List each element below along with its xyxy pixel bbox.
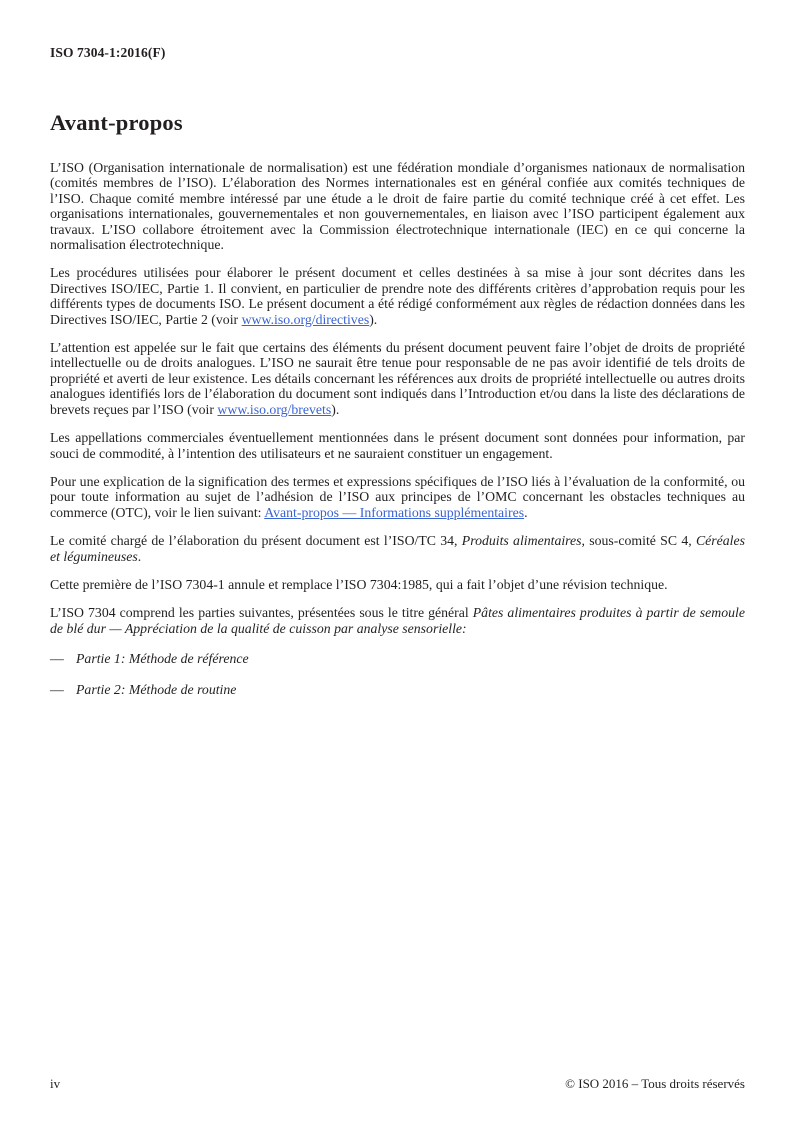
list-item-label: Partie 1: Méthode de référence xyxy=(76,651,249,667)
page-number: iv xyxy=(50,1076,61,1091)
text-run: Les procédures utilisées pour élaborer le présent document et celles destinées à sa mise à jour sont décrites dans les Directives ISO/IEC, Partie 1. Il convient, en particulier de prendre note des différents critères d’approbation requis pour les différents types de documents ISO. Le présent document a été rédigé conformément aux règles de rédaction données dans les Directives ISO/IEC, Partie 2 (voir xyxy=(50,265,745,327)
subcommittee-name-italic: Céréales et légumineuses xyxy=(50,533,745,564)
paragraph-iso-intro xyxy=(50,160,745,252)
copyright-notice: © ISO 2016 – Tous droits réservés xyxy=(565,1076,745,1091)
doc-reference: ISO 7304-1:2016(F) xyxy=(50,45,166,60)
paragraph-patents xyxy=(50,340,745,417)
text-run: Pour une explication de la signification des termes et expressions spécifiques de l’ISO liés à l’évaluation de la conformité, ou pour toute information au sujet de l’adhésion de l’ISO aux principes de l’OMC concernant les obstacles techniques au commerce (OTC), voir le lien suivant: xyxy=(50,473,745,520)
document-header xyxy=(50,45,745,61)
paragraph-edition-history xyxy=(50,577,745,592)
link-iso-brevets[interactable]: www.iso.org/brevets xyxy=(217,401,332,417)
series-title-italic: Pâtes alimentaires produites à partir de semoule de blé dur — Appréciation de la qualité de cuisson par analyse sensorielle: xyxy=(50,605,745,636)
text-run: . xyxy=(137,548,142,564)
dash-bullet: — xyxy=(50,651,64,667)
paragraph-trade-names xyxy=(50,430,745,461)
list-item-part1 xyxy=(50,651,745,666)
text-run: Cette première de l’ISO 7304-1 annule et remplace l’ISO 7304:1985, qui a fait l’objet d’une révision technique. xyxy=(50,576,668,592)
link-foreword-supplementary-info[interactable]: Avant-propos — Informations supplémentaires xyxy=(264,504,525,520)
list-item-label: Partie 2: Méthode de routine xyxy=(76,681,237,697)
text-run: Le comité chargé de l’élaboration du présent document est l’ISO/TC 34, xyxy=(50,533,462,549)
text-run: ). xyxy=(369,311,378,327)
text-run: . xyxy=(524,504,528,520)
text-run: ). xyxy=(331,401,340,417)
paragraph-wto-tbt xyxy=(50,474,745,520)
page-footer xyxy=(50,1076,745,1092)
text-run: L’attention est appelée sur le fait que certains des éléments du présent document peuvent faire l’objet de droits de propriété intellectuelle ou de droits analogues. L’ISO ne saurait être tenue pour responsable de ne pas avoir identifié de tels droits de propriété et averti de leur existence. Les détails concernant les références aux droits de propriété intellectuelle ou autres droits analogues identifiés lors de l’élaboration du document sont indiqués dans l’Introduction et/ou dans la liste des déclarations de brevets reçues par l’ISO (voir xyxy=(50,340,745,417)
text-run: Les appellations commerciales éventuellement mentionnées dans le présent document sont données pour information, par souci de commodité, à l’intention des utilisateurs et ne sauraient constituer un engagement. xyxy=(50,430,745,461)
committee-name-italic: Produits alimentaires xyxy=(461,533,582,549)
dash-bullet: — xyxy=(50,681,64,697)
paragraph-committee xyxy=(50,533,745,564)
text-run: , sous-comité SC 4, xyxy=(581,533,696,549)
text-run: L’ISO (Organisation internationale de normalisation) est une fédération mondiale d’organismes nationaux de normalisation (comités membres de l’ISO). L’élaboration des Normes internationales est en général confiée aux comités techniques de l’ISO. Chaque comité membre intéressé par une étude a le droit de faire partie du comité technique créé à cet effet. Les organisations internationales, gouvernementales et non gouvernementales, en liaison avec l’ISO participent également aux travaux. L’ISO collabore étroitement avec la Commission électrotechnique internationale (IEC) en ce qui concerne la normalisation électrotechnique. xyxy=(50,160,745,253)
list-item-part2 xyxy=(50,682,745,697)
page-title: Avant-propos xyxy=(50,110,183,135)
link-iso-directives[interactable]: www.iso.org/directives xyxy=(241,311,370,327)
paragraph-series-title xyxy=(50,605,745,636)
paragraph-procedures xyxy=(50,265,745,327)
parts-list xyxy=(50,651,745,697)
text-run: L’ISO 7304 comprend les parties suivantes, présentées sous le titre général xyxy=(50,605,473,621)
